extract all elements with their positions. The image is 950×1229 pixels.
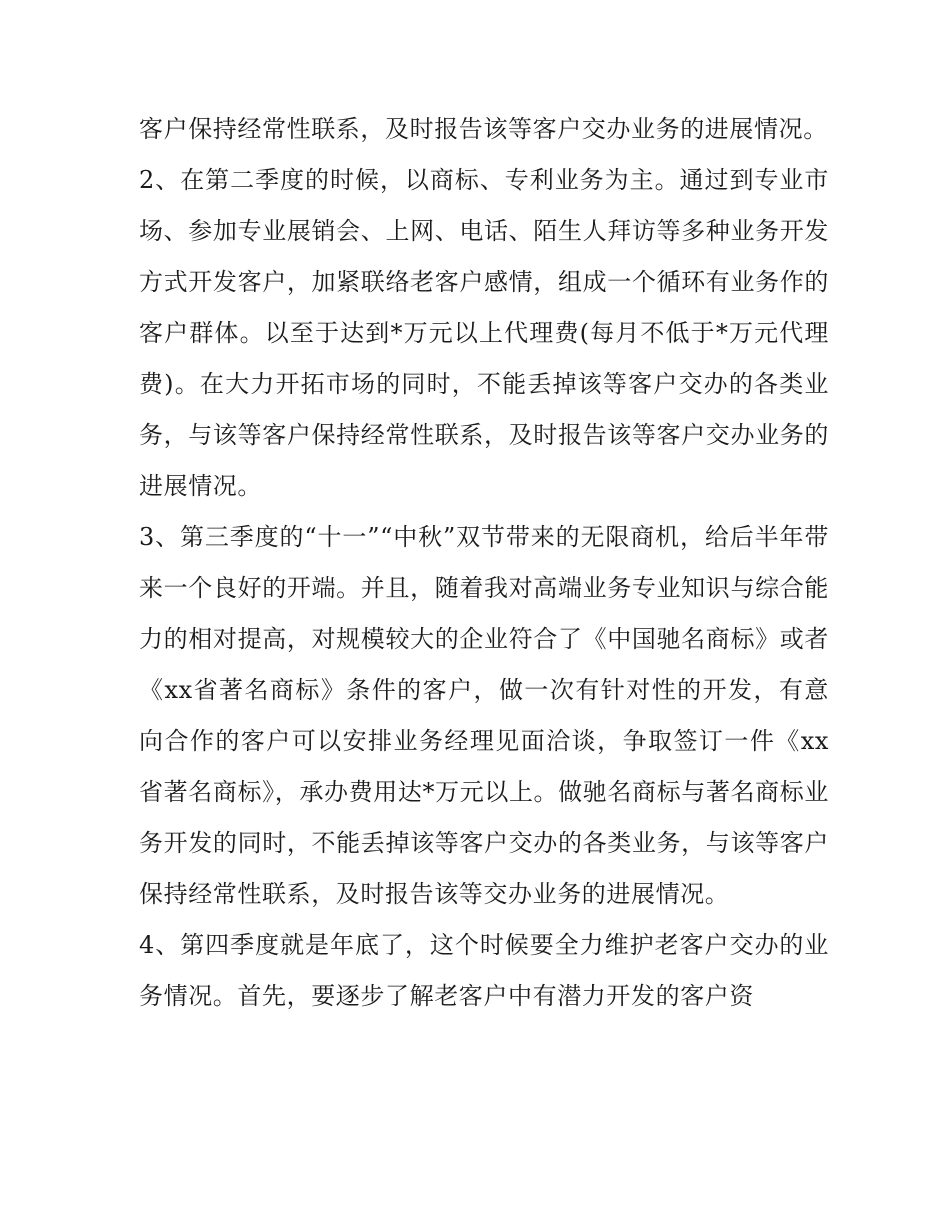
- paragraph-q2: 2、在第二季度的时候，以商标、专利业务为主。通过到专业市场、参加专业展销会、上网、电话、陌生人拜访等多种业务开发方式开发客户，加紧联络老客户感情，组成一个循环有业务作的客户群体。以至于达到*万元以上代理费(每月不低于*万元代理费)。在大力开拓市场的同时，不能丢掉该等客户交办的各类业务，与该等客户保持经常性联系，及时报告该等客户交办业务的进展情况。: [139, 166, 829, 500]
- paragraph-q3: 3、第三季度的“十一”“中秋”双节带来的无限商机，给后半年带来一个良好的开端。并且，随着我对高端业务专业知识与综合能力的相对提高，对规模较大的企业符合了《中国驰名商标》或者《xx省著名商标》条件的客户，做一次有针对性的开发，有意向合作的客户可以安排业务经理见面洽谈，争取签订一件《xx省著名商标》，承办费用达*万元以上。做驰名商标与著名商标业务开发的同时，不能丢掉该等客户交办的各类业务，与该等客户保持经常性联系，及时报告该等交办业务的进展情况。: [139, 523, 829, 908]
- paragraph-continuation: 客户保持经常性联系，及时报告该等客户交办业务的进展情况。: [139, 115, 828, 143]
- paragraph-q4: 4、第四季度就是年底了，这个时候要全力维护老客户交办的业务情况。首先，要逐步了解老客户中有潜力开发的客户资: [139, 931, 829, 1010]
- document-body: [139, 104, 829, 1022]
